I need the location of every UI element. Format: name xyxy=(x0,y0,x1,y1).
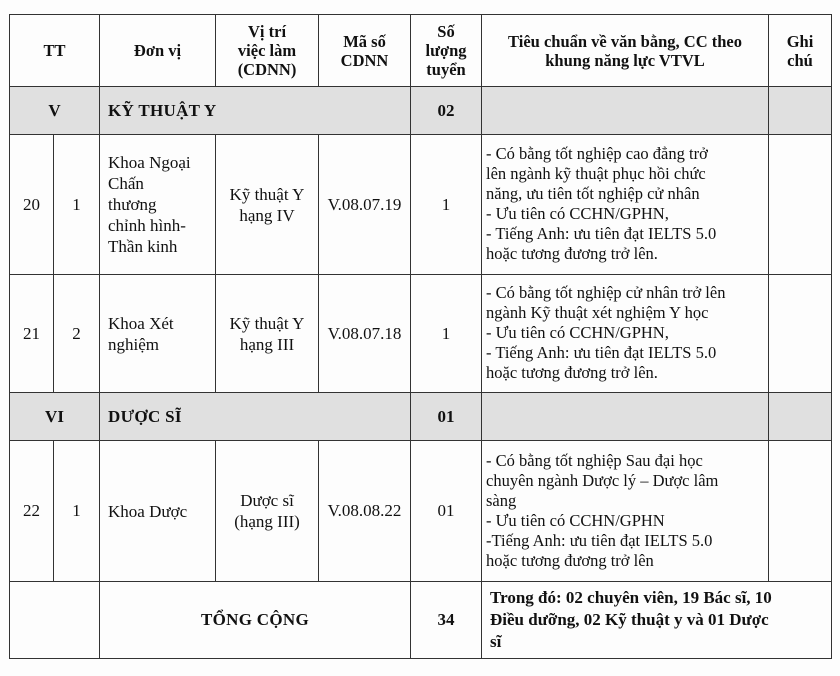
table-row xyxy=(10,441,832,582)
requirement-line: năng, ưu tiên tốt nghiệp cử nhân xyxy=(486,184,700,203)
row-code: V.08.08.22 xyxy=(319,441,411,582)
section-title: DƯỢC SĨ xyxy=(100,393,411,441)
summary-line: Điều dưỡng, 02 Kỹ thuật y và 01 Dược xyxy=(490,610,769,629)
requirement-line: hoặc tương đương trở lên. xyxy=(486,363,658,382)
requirement-line: - Tiếng Anh: ưu tiên đạt IELTS 5.0 xyxy=(486,224,717,243)
header-note xyxy=(769,15,832,87)
header-line: (CDNN) xyxy=(237,60,297,79)
header-line: Số xyxy=(437,22,455,41)
requirement-line: - Ưu tiên có CCHN/GPHN, xyxy=(486,204,669,223)
unit-line: Khoa Xét xyxy=(108,313,174,333)
row-unit xyxy=(100,135,216,275)
header-line: CDNN xyxy=(340,50,389,70)
row-index: 2 xyxy=(54,275,100,393)
requirement-line: chuyên ngành Dược lý – Dược lâm xyxy=(486,470,719,490)
summary-line: Trong đó: 02 chuyên viên, 19 Bác sĩ, 10 xyxy=(490,588,772,607)
row-note xyxy=(769,275,832,393)
row-note xyxy=(769,135,832,275)
recruitment-table xyxy=(9,14,832,659)
requirement-line: - Tiếng Anh: ưu tiên đạt IELTS 5.0 xyxy=(486,343,717,362)
row-requirements xyxy=(482,275,769,393)
total-row xyxy=(10,582,832,659)
row-tt: 20 xyxy=(10,135,54,275)
requirement-line: - Có bằng tốt nghiệp cử nhân trở lên xyxy=(486,283,726,302)
header-line: tuyển xyxy=(426,60,466,79)
total-summary xyxy=(482,582,832,659)
header-tt: TT xyxy=(10,15,100,87)
unit-line: Khoa Ngoại xyxy=(108,153,191,172)
header-quantity xyxy=(411,15,482,87)
unit-line: chỉnh hình- xyxy=(108,216,186,235)
requirement-line: - Có bằng tốt nghiệp cao đẳng trở xyxy=(486,144,708,163)
requirement-line: ngành Kỹ thuật xét nghiệm Y học xyxy=(486,303,709,322)
section-row-ky-thuat-y xyxy=(10,87,832,135)
position-line: hạng IV xyxy=(239,205,295,225)
position-line: (hạng III) xyxy=(234,512,300,531)
total-label: TỔNG CỘNG xyxy=(100,582,411,659)
table-row xyxy=(10,135,832,275)
row-position xyxy=(216,275,319,393)
position-line: hạng III xyxy=(239,334,295,354)
header-line: khung năng lực VTVL xyxy=(545,50,705,70)
header-unit: Đơn vị xyxy=(100,15,216,87)
position-line: Kỹ thuật Y xyxy=(229,313,305,333)
header-position xyxy=(216,15,319,87)
unit-line: Chấn xyxy=(108,174,144,193)
section-note-cell xyxy=(769,393,832,441)
section-quantity: 02 xyxy=(411,87,482,135)
row-quantity: 1 xyxy=(411,275,482,393)
requirement-line: hoặc tương đương trở lên xyxy=(486,550,654,570)
position-line: Dược sĩ xyxy=(240,491,294,510)
row-tt: 21 xyxy=(10,275,54,393)
header-code xyxy=(319,15,411,87)
section-roman: VI xyxy=(10,393,100,441)
section-roman: V xyxy=(10,87,100,135)
requirement-line: - Ưu tiên có CCHN/GPHN xyxy=(486,510,665,530)
header-line: Ghi xyxy=(786,31,814,51)
row-code: V.08.07.18 xyxy=(319,275,411,393)
row-note xyxy=(769,441,832,582)
requirement-line: lên ngành kỹ thuật phục hồi chức xyxy=(486,164,706,183)
row-index: 1 xyxy=(54,441,100,582)
requirement-line: sàng xyxy=(486,490,517,510)
requirement-line: hoặc tương đương trở lên. xyxy=(486,244,658,263)
section-title: KỸ THUẬT Y xyxy=(100,87,411,135)
unit-line: Khoa Dược xyxy=(108,501,188,521)
position-line: Kỹ thuật Y xyxy=(229,184,305,204)
header-line: Vị trí xyxy=(248,22,287,41)
row-tt: 22 xyxy=(10,441,54,582)
section-note-cell xyxy=(769,87,832,135)
row-index: 1 xyxy=(54,135,100,275)
unit-line: thương xyxy=(108,195,157,214)
row-unit xyxy=(100,275,216,393)
row-position xyxy=(216,135,319,275)
total-quantity: 34 xyxy=(411,582,482,659)
unit-line: Thần kinh xyxy=(108,237,178,256)
total-tt-cell xyxy=(10,582,100,659)
row-requirements xyxy=(482,441,769,582)
row-position xyxy=(216,441,319,582)
header-line: việc làm xyxy=(237,41,297,60)
section-requirements-cell xyxy=(482,393,769,441)
unit-line: nghiệm xyxy=(108,334,160,354)
summary-line: sĩ xyxy=(490,632,502,651)
table-header-row xyxy=(10,15,832,87)
header-line: chú xyxy=(787,50,813,70)
row-unit xyxy=(100,441,216,582)
row-code: V.08.07.19 xyxy=(319,135,411,275)
header-line: Tiêu chuẩn về văn bằng, CC theo xyxy=(508,31,742,51)
requirement-line: - Có bằng tốt nghiệp Sau đại học xyxy=(486,450,703,470)
table-row xyxy=(10,275,832,393)
section-quantity: 01 xyxy=(411,393,482,441)
header-line: Mã số xyxy=(343,31,386,51)
requirement-line: -Tiếng Anh: ưu tiên đạt IELTS 5.0 xyxy=(486,530,713,550)
section-requirements-cell xyxy=(482,87,769,135)
section-row-duoc-si xyxy=(10,393,832,441)
requirement-line: - Ưu tiên có CCHN/GPHN, xyxy=(486,323,669,342)
row-quantity: 01 xyxy=(411,441,482,582)
header-requirements xyxy=(482,15,769,87)
row-quantity: 1 xyxy=(411,135,482,275)
row-requirements xyxy=(482,135,769,275)
header-line: lượng xyxy=(425,41,467,60)
